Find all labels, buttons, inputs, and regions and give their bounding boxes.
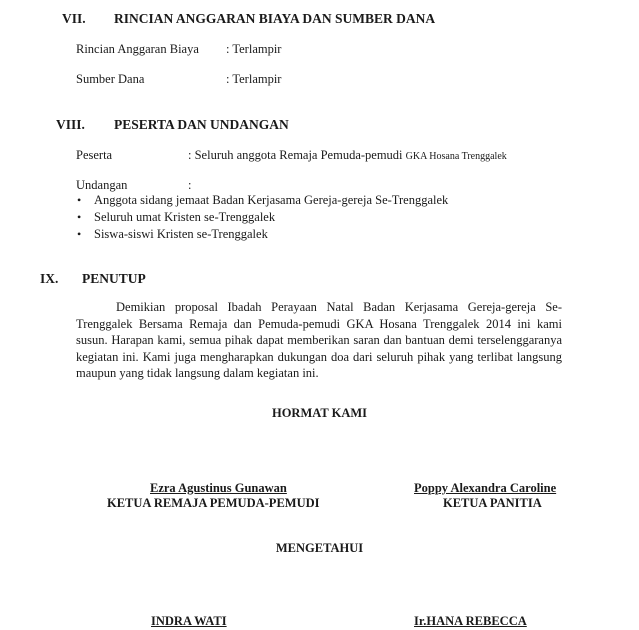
bullet-icon: • [77,193,82,207]
section-vii-number: VII. [62,11,86,26]
section-viii-number: VIII. [56,117,85,132]
peserta-value-small: GKA Hosana Trenggalek [405,151,507,162]
undangan-label: Undangan [76,178,128,192]
budget-value: : Terlampir [226,42,282,56]
section-ix-number: IX. [40,271,59,286]
section-ix-title: PENUTUP [82,271,146,286]
bullet-icon: • [77,227,82,241]
bullet-icon: • [77,210,82,224]
undangan-item: Seluruh umat Kristen se-Trenggalek [94,210,276,224]
closing-paragraph: Demikian proposal Ibadah Perayaan Natal Badan Kerjasama Gereja-gereja Se-Trenggalek Bersama Remaja dan Pemuda-pemudi GKA Hosana Trenggalek 2014 ini kami susun. Harapan kami, semua pihak dapat memberikan saran dan bantuan demi terselenggaranya kegiatan ini. Kami juga mengharapkan dukungan doa dari seluruh pihak yang terlibat langsung maupun yang tidak langsung dalam kegiatan ini. [76,300,562,380]
signatory-name: Ezra Agustinus Gunawan [150,481,287,495]
funding-value: : Terlampir [226,72,282,86]
signatory-name: Ir.HANA REBECCA [414,614,527,628]
hormat-kami-heading: HORMAT KAMI [271,406,368,420]
signatory-name: INDRA WATI [151,614,227,628]
signatory-role: KETUA PANITIA [443,496,542,510]
peserta-value: : Seluruh anggota Remaja Pemuda-pemudi GKA Hosana Trenggalek [188,148,507,162]
section-viii-title: PESERTA DAN UNDANGAN [114,117,289,132]
undangan-colon: : [188,178,192,192]
budget-label: Rincian Anggaran Biaya [76,42,199,56]
peserta-label: Peserta [76,148,113,162]
signatory-role: KETUA REMAJA PEMUDA-PEMUDI [107,496,320,510]
undangan-item: Siswa-siswi Kristen se-Trenggalek [94,227,268,241]
section-vii-title: RINCIAN ANGGARAN BIAYA DAN SUMBER DANA [114,11,436,26]
mengetahui-heading: MENGETAHUI [275,541,364,555]
funding-label: Sumber Dana [76,72,145,86]
signatory-name: Poppy Alexandra Caroline [414,481,557,495]
undangan-item: Anggota sidang jemaat Badan Kerjasama Gereja-gereja Se-Trenggalek [94,193,449,207]
